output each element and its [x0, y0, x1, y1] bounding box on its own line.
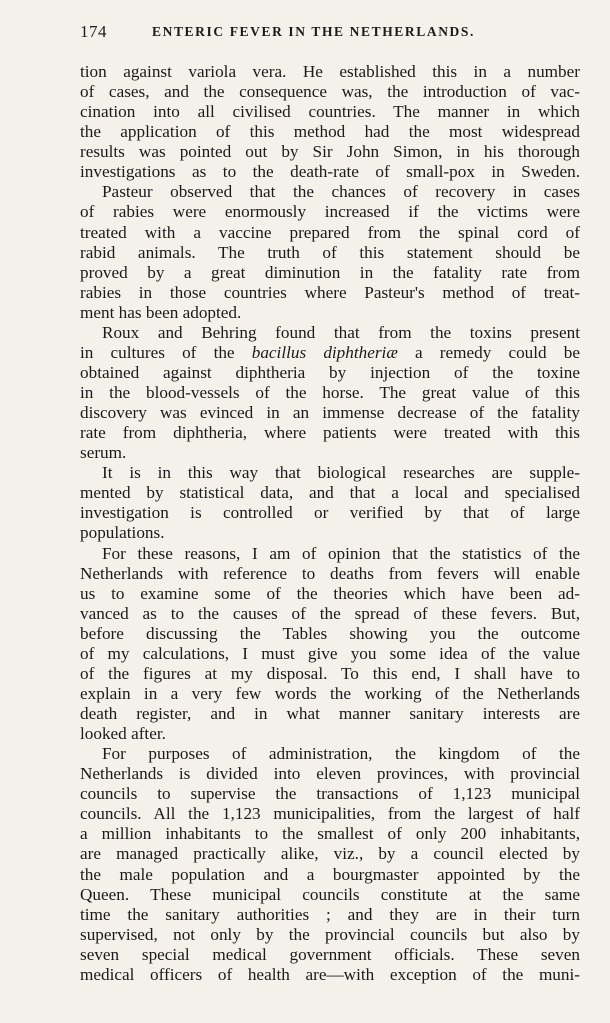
running-head: [80, 22, 580, 44]
text-line: discovery was evinced in an immense decrease of the fatality: [80, 403, 580, 423]
text-line: cination into all civilised countries. The manner in which: [80, 102, 580, 122]
text-line: rate from diphtheria, where patients were treated with this: [80, 423, 580, 443]
text-line: medical officers of health are—with exception of the muni-: [80, 964, 580, 984]
text-line: of rabies were enormously increased if the victims were: [80, 202, 580, 222]
text-line: in the blood-vessels of the horse. The great value of this: [80, 383, 580, 402]
text-line: tion against variola vera. He established this in a number: [80, 62, 580, 81]
text-line: in cultures of the bacillus diphtheriæ a remedy could be: [80, 342, 580, 362]
text-line: results was pointed out by Sir John Simon, in his thorough: [80, 142, 580, 162]
text-line: Roux and Behring found that from the toxins present: [102, 322, 580, 342]
text-line: looked after.: [80, 724, 166, 744]
text-line: councils to supervise the transactions of 1,123 municipal: [80, 784, 580, 804]
text-line: Netherlands with reference to deaths from fevers will enable: [80, 563, 580, 583]
text-line: It is in this way that biological researches are supple-: [102, 463, 580, 483]
italic-term: bacillus diphtheriæ: [251, 342, 398, 362]
running-title: ENTERIC FEVER IN THE NETHERLANDS.: [152, 24, 475, 39]
text-line: time the sanitary authorities ; and they are in their turn: [80, 904, 580, 924]
text-line: proved by a great diminution in the fatality rate from: [80, 262, 580, 282]
text-line: a million inhabitants to the smallest of only 200 inhabitants,: [80, 824, 580, 844]
text-line: obtained against diphtheria by injection of the toxine: [80, 362, 580, 382]
text-line: Queen. These municipal councils constitute at the same: [80, 884, 580, 904]
text-line: councils. All the 1,123 municipalities, from the largest of half: [80, 804, 580, 824]
text-line: rabies in those countries where Pasteur's method of treat-: [80, 282, 580, 302]
page-number: 174: [80, 22, 107, 41]
text-line: of cases, and the consequence was, the introduction of vac-: [80, 82, 580, 102]
text-line: us to examine some of the theories which have been ad-: [80, 583, 580, 603]
text-line: investigations as to the death-rate of small-pox in Sweden.: [80, 162, 580, 182]
text-line: of the figures at my disposal. To this end, I shall have to: [80, 663, 580, 683]
text-line: mented by statistical data, and that a local and specialised: [80, 483, 580, 503]
text-line: explain in a very few words the working of the Netherlands: [80, 683, 580, 703]
text-line: populations.: [80, 523, 165, 543]
text-line: ment has been adopted.: [80, 302, 242, 322]
text-line: of my calculations, I must give you some idea of the value: [80, 643, 580, 663]
text-line: investigation is controlled or verified by that of large: [80, 503, 580, 523]
text-line: rabid animals. The truth of this statement should be: [80, 242, 580, 262]
text-line: are managed practically alike, viz., by a council elected by: [80, 844, 580, 864]
text-line: before discussing the Tables showing you the outcome: [80, 623, 580, 643]
text-line: seven special medical government officials. These seven: [80, 944, 580, 964]
text-line: For these reasons, I am of opinion that the statistics of the: [102, 543, 580, 563]
text-line: vanced as to the causes of the spread of these fevers. But,: [80, 603, 580, 623]
text-line: Pasteur observed that the chances of recovery in cases: [102, 182, 580, 202]
text-line: the male population and a bourgmaster appointed by the: [80, 864, 580, 884]
text-line: supervised, not only by the provincial councils but also by: [80, 924, 580, 944]
text-line: death register, and in what manner sanitary interests are: [80, 704, 580, 723]
body-text: [80, 62, 580, 985]
text-line: treated with a vaccine prepared from the spinal cord of: [80, 222, 580, 242]
text-line: For purposes of administration, the kingdom of the: [102, 744, 580, 764]
text-line: Netherlands is divided into eleven provinces, with provincial: [80, 764, 580, 784]
text-line: the application of this method had the most widespread: [80, 122, 580, 142]
text-line: serum.: [80, 443, 127, 463]
